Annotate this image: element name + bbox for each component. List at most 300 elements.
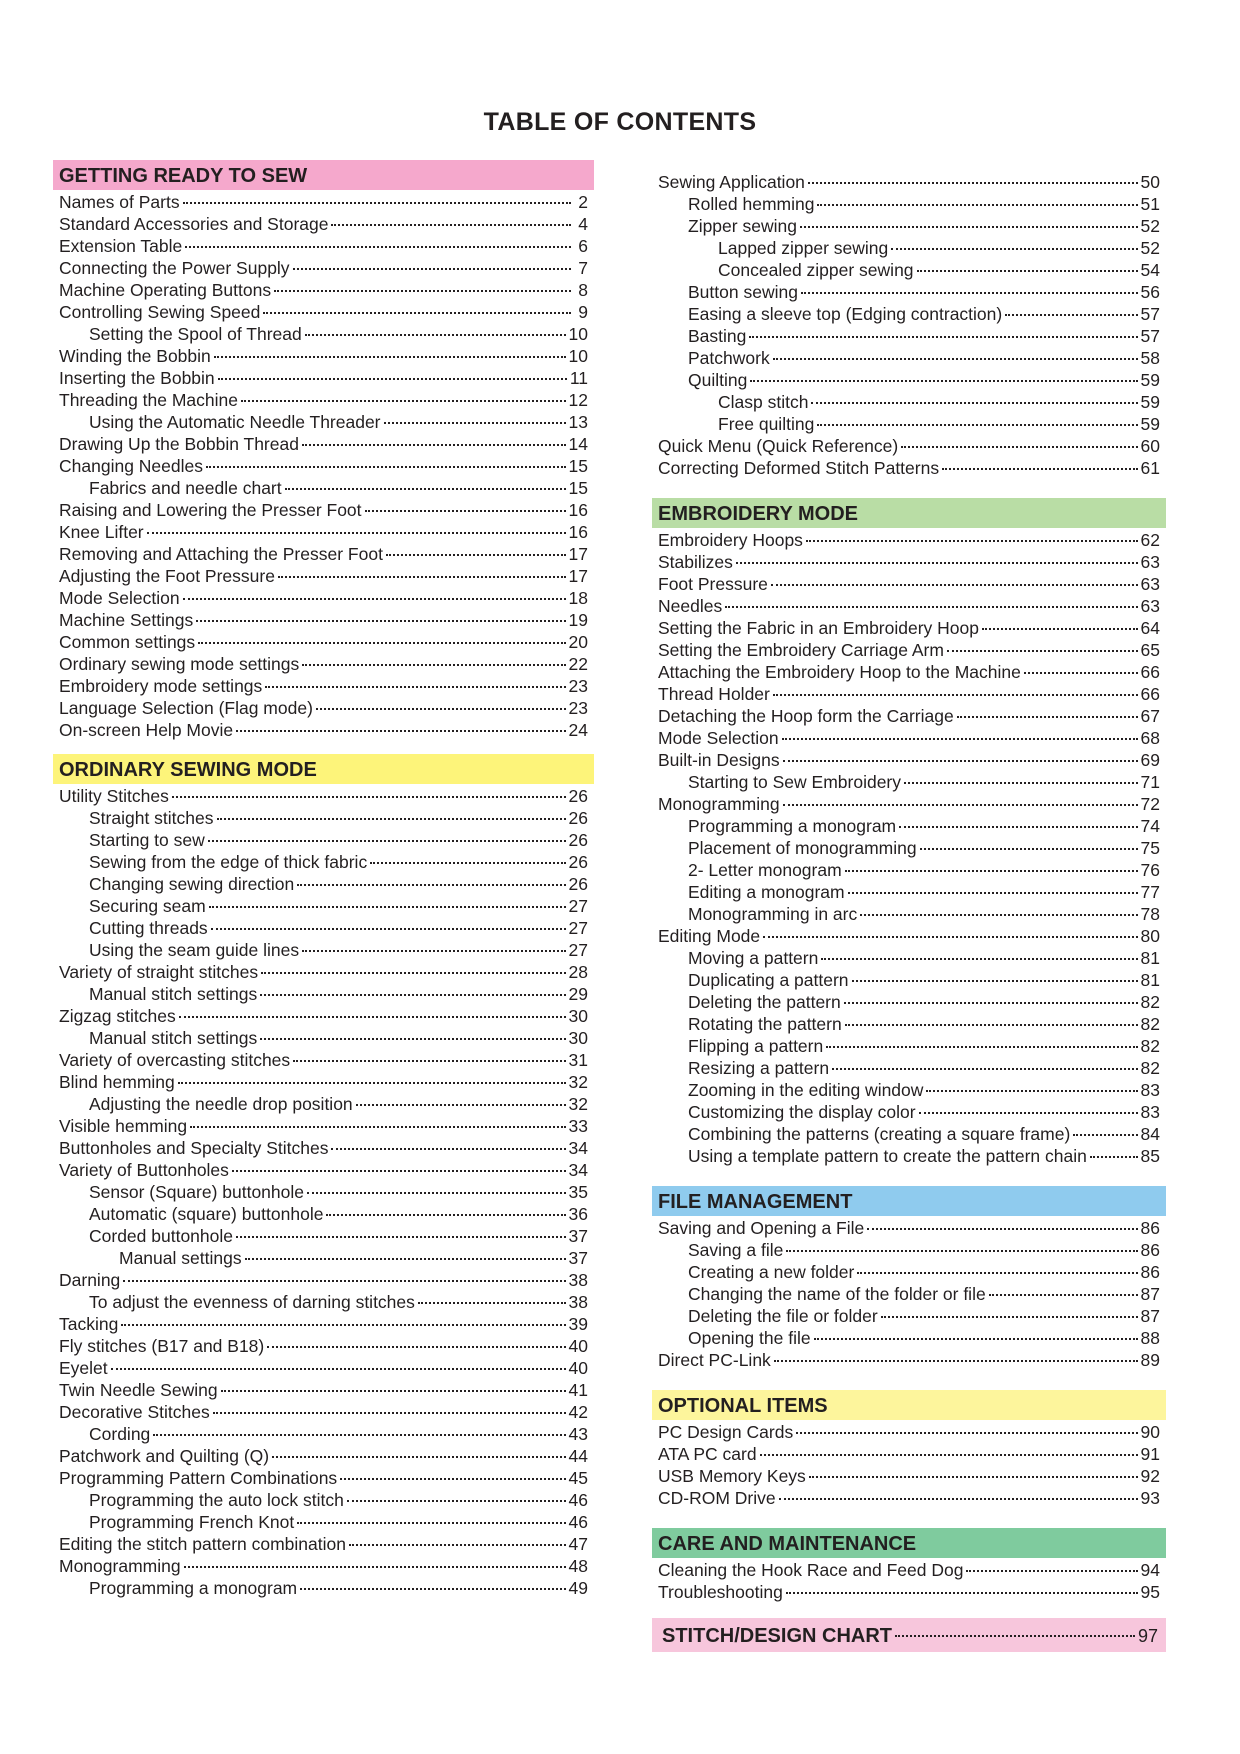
toc-entry-title: Starting to sew	[89, 829, 205, 850]
toc-entry-title: Mode Selection	[59, 587, 180, 608]
leader-dots	[236, 1220, 566, 1238]
leader-dots	[196, 604, 565, 622]
toc-entry[interactable]	[652, 1348, 1166, 1370]
toc-page-number: 7	[578, 257, 588, 278]
toc-page-number: 81	[1140, 969, 1160, 990]
leader-dots	[305, 318, 566, 336]
leader-dots	[860, 898, 1137, 916]
toc-entry-title: Customizing the display color	[688, 1101, 916, 1122]
leader-dots	[221, 1374, 566, 1392]
toc-entry[interactable]	[652, 1580, 1166, 1602]
leader-dots	[263, 296, 571, 314]
toc-page-number: 59	[1140, 369, 1160, 390]
leader-dots	[213, 1396, 566, 1414]
toc-entry-title: USB Memory Keys	[658, 1465, 806, 1486]
toc-entry-title: Adjusting the Foot Pressure	[59, 565, 275, 586]
leader-dots	[919, 1096, 1138, 1114]
toc-entry-title: Winding the Bobbin	[59, 345, 211, 366]
toc-entry-title: Built-in Designs	[658, 749, 780, 770]
toc-page-number: 82	[1140, 991, 1160, 1012]
toc-page-number: 86	[1140, 1261, 1160, 1282]
toc-page-number: 67	[1140, 705, 1160, 726]
toc-entry-title: Zooming in the editing window	[688, 1079, 924, 1100]
toc-page-number: 16	[568, 521, 588, 542]
leader-dots	[217, 802, 566, 820]
toc-entry-title: Threading the Machine	[59, 389, 238, 410]
leader-dots	[801, 276, 1138, 294]
leader-dots	[184, 1550, 566, 1568]
toc-page-number: 43	[568, 1423, 588, 1444]
leader-dots	[179, 1000, 566, 1018]
leader-dots	[966, 1554, 1137, 1572]
toc-entry-title: Patchwork	[688, 347, 770, 368]
section-optional-items	[652, 1390, 1166, 1508]
section-file-management	[652, 1186, 1166, 1370]
leader-dots	[817, 408, 1137, 426]
leader-dots	[881, 1300, 1138, 1318]
toc-page-number: 37	[568, 1247, 588, 1268]
toc-page-number: 11	[569, 367, 588, 388]
toc-page-number: 78	[1140, 903, 1160, 924]
toc-entry-title: Blind hemming	[59, 1071, 175, 1092]
toc-page-number: 75	[1140, 837, 1160, 858]
toc-entry-title: Manual settings	[119, 1247, 242, 1268]
leader-dots	[307, 1176, 566, 1194]
toc-entry-title: Sensor (Square) buttonhole	[89, 1181, 304, 1202]
leader-dots	[806, 524, 1138, 542]
leader-dots	[331, 1132, 565, 1150]
toc-entry-title: Standard Accessories and Storage	[59, 213, 329, 234]
toc-page-number: 34	[568, 1159, 588, 1180]
leader-dots	[786, 1576, 1138, 1594]
toc-entry-title: Creating a new folder	[688, 1261, 855, 1282]
section-care-maintenance	[652, 1528, 1166, 1602]
toc-entry-title: Ordinary sewing mode settings	[59, 653, 300, 674]
toc-entry[interactable]	[53, 1576, 594, 1598]
toc-page-number: 14	[568, 433, 588, 454]
leader-dots	[947, 634, 1138, 652]
toc-entry-title: Extension Table	[59, 235, 183, 256]
toc-entry-title: Resizing a pattern	[688, 1057, 830, 1078]
leader-dots	[265, 670, 565, 688]
toc-entry-title: Basting	[688, 325, 747, 346]
toc-page-number: 26	[568, 785, 588, 806]
toc-page-number: 45	[568, 1467, 588, 1488]
left-column	[53, 160, 594, 1612]
leader-dots	[725, 590, 1137, 608]
leader-dots	[845, 1008, 1138, 1026]
section-header-ordinary-sewing: ORDINARY SEWING MODE	[53, 754, 594, 784]
toc-entry-title: STITCH/DESIGN CHART	[662, 1625, 892, 1647]
toc-entry-title: To adjust the evenness of darning stitches	[89, 1291, 415, 1312]
leader-dots	[384, 406, 566, 424]
toc-entry-title: Editing a monogram	[688, 881, 845, 902]
leader-dots	[779, 1482, 1138, 1500]
leader-dots	[349, 1528, 566, 1546]
toc-entry-title: Fly stitches (B17 and B18)	[59, 1335, 265, 1356]
toc-entry-title: Twin Needle Sewing	[59, 1379, 218, 1400]
stitch-design-chart-entry[interactable]	[652, 1618, 1166, 1652]
toc-entry-title: Manual stitch settings	[89, 1027, 258, 1048]
toc-page-number: 27	[568, 917, 588, 938]
leader-dots	[749, 320, 1137, 338]
leader-dots	[340, 1462, 565, 1480]
toc-page-number: 33	[568, 1115, 588, 1136]
page-title: TABLE OF CONTENTS	[483, 108, 757, 136]
toc-page-number: 83	[1140, 1101, 1160, 1122]
toc-entry-title: Variety of overcasting stitches	[59, 1049, 291, 1070]
toc-page-number: 39	[568, 1313, 588, 1334]
toc-entry-title: Variety of Buttonholes	[59, 1159, 229, 1180]
toc-list	[53, 190, 594, 740]
toc-page-number: 80	[1140, 925, 1160, 946]
toc-entry-title: Removing and Attaching the Presser Foot	[59, 543, 383, 564]
toc-page-number: 51	[1140, 193, 1160, 214]
leader-dots	[809, 1460, 1138, 1478]
leader-dots	[206, 450, 566, 468]
toc-entry-title: Programming a monogram	[688, 815, 897, 836]
leader-dots	[147, 516, 566, 534]
leader-dots	[211, 912, 566, 930]
toc-page-number: 8	[578, 279, 588, 300]
toc-page-number: 72	[1140, 793, 1160, 814]
toc-page-number: 18	[568, 587, 588, 608]
toc-page-number: 12	[568, 389, 588, 410]
toc-entry-title: Troubleshooting	[658, 1581, 783, 1602]
toc-page-number: 81	[1140, 947, 1160, 968]
toc-entry[interactable]	[652, 456, 1166, 478]
toc-page-number: 15	[568, 455, 588, 476]
leader-dots	[198, 626, 565, 644]
toc-entry-title: Programming a monogram	[89, 1577, 298, 1598]
toc-entry-title: Sewing from the edge of thick fabric	[89, 851, 368, 872]
toc-page-number: 30	[568, 1005, 588, 1026]
leader-dots	[852, 964, 1138, 982]
leader-dots	[245, 1242, 566, 1260]
toc-page-number: 83	[1140, 1079, 1160, 1100]
toc-entry-title: Attaching the Embroidery Hoop to the Machine	[658, 661, 1021, 682]
toc-entry-title: Duplicating a pattern	[688, 969, 849, 990]
toc-page-number: 76	[1140, 859, 1160, 880]
toc-page-number: 87	[1140, 1305, 1160, 1326]
toc-entry-title: Controlling Sewing Speed	[59, 301, 261, 322]
toc-entry-title: Moving a pattern	[688, 947, 819, 968]
leader-dots	[260, 1022, 565, 1040]
toc-page-number: 66	[1140, 661, 1160, 682]
toc-page-number: 65	[1140, 639, 1160, 660]
toc-entry[interactable]	[652, 1486, 1166, 1508]
toc-entry-title: Cutting threads	[89, 917, 208, 938]
toc-entry-title: Programming French Knot	[89, 1511, 295, 1532]
leader-dots	[285, 472, 566, 490]
leader-dots	[917, 254, 1138, 272]
leader-dots	[185, 230, 571, 248]
leader-dots	[326, 1198, 565, 1216]
leader-dots	[1073, 1118, 1137, 1136]
toc-entry-title: Changing Needles	[59, 455, 203, 476]
toc-page-number: 19	[568, 609, 588, 630]
section-header-getting-ready: GETTING READY TO SEW	[53, 160, 594, 190]
toc-page-number: 6	[578, 235, 588, 256]
leader-dots	[771, 568, 1138, 586]
toc-page-number: 50	[1140, 171, 1160, 192]
toc-entry-title: Saving a file	[688, 1239, 784, 1260]
toc-entry-title: Correcting Deformed Stitch Patterns	[658, 457, 940, 478]
toc-list	[53, 784, 594, 1598]
leader-dots	[183, 582, 566, 600]
toc-entry-title: Sewing Application	[658, 171, 805, 192]
toc-page-number: 47	[568, 1533, 588, 1554]
leader-dots	[232, 1154, 566, 1172]
leader-dots	[209, 890, 566, 908]
leader-dots	[386, 538, 566, 556]
leader-dots	[208, 824, 566, 842]
toc-page-number: 66	[1140, 683, 1160, 704]
leader-dots	[989, 1278, 1138, 1296]
toc-page-number: 59	[1140, 413, 1160, 434]
toc-entry-title: Editing the stitch pattern combination	[59, 1533, 346, 1554]
toc-page-number: 69	[1140, 749, 1160, 770]
toc-page-number: 10	[568, 323, 588, 344]
toc-page-number: 97	[1137, 1626, 1158, 1646]
toc-page-number: 61	[1140, 457, 1160, 478]
toc-entry-title: Quilting	[688, 369, 748, 390]
toc-entry-title: Programming the auto lock stitch	[89, 1489, 344, 1510]
toc-entry-title: Lapped zipper sewing	[718, 237, 889, 258]
toc-page-number: 89	[1140, 1349, 1160, 1370]
toc-page-number: 88	[1140, 1327, 1160, 1348]
toc-page-number: 32	[568, 1071, 588, 1092]
leader-dots	[272, 1440, 565, 1458]
toc-entry-title: ATA PC card	[658, 1443, 757, 1464]
toc-page-number: 94	[1140, 1559, 1160, 1580]
toc-entry-title: Automatic (square) buttonhole	[89, 1203, 324, 1224]
toc-page-number: 26	[568, 873, 588, 894]
toc-entry-title: Securing seam	[89, 895, 206, 916]
toc-entry-title: Detaching the Hoop form the Carriage	[658, 705, 954, 726]
leader-dots	[844, 986, 1138, 1004]
toc-page-number: 86	[1140, 1217, 1160, 1238]
toc-page-number: 68	[1140, 727, 1160, 748]
toc-entry-title: Free quilting	[718, 413, 815, 434]
leader-dots	[942, 452, 1137, 470]
toc-entry-title: Machine Operating Buttons	[59, 279, 272, 300]
toc-page-number: 28	[568, 961, 588, 982]
toc-entry-title: Setting the Fabric in an Embroidery Hoop	[658, 617, 979, 638]
toc-page-number: 30	[568, 1027, 588, 1048]
leader-dots	[783, 744, 1138, 762]
leader-dots	[297, 1506, 565, 1524]
leader-dots	[121, 1308, 565, 1326]
leader-dots	[178, 1066, 566, 1084]
leader-dots	[899, 810, 1137, 828]
toc-page-number: 82	[1140, 1057, 1160, 1078]
leader-dots	[920, 832, 1138, 850]
leader-dots	[736, 546, 1138, 564]
toc-entry-title: Common settings	[59, 631, 196, 652]
leader-dots	[347, 1484, 566, 1502]
leader-dots	[370, 846, 565, 864]
leader-dots	[786, 1234, 1137, 1252]
leader-dots	[867, 1212, 1137, 1230]
toc-entry-title: Foot Pressure	[658, 573, 768, 594]
toc-page-number: 63	[1140, 595, 1160, 616]
leader-dots	[982, 612, 1138, 630]
toc-entry-title: Saving and Opening a File	[658, 1217, 865, 1238]
toc-entry-title: Clasp stitch	[718, 391, 809, 412]
toc-entry-title: Buttonholes and Specialty Stitches	[59, 1137, 329, 1158]
toc-page-number: 77	[1140, 881, 1160, 902]
toc-page-number: 26	[568, 851, 588, 872]
toc-entry-title: Starting to Sew Embroidery	[688, 771, 902, 792]
leader-dots	[241, 384, 566, 402]
section-ordinary-sewing	[53, 754, 594, 1598]
toc-entry-title: Raising and Lowering the Presser Foot	[59, 499, 362, 520]
leader-dots	[153, 1418, 565, 1436]
leader-dots	[274, 274, 571, 292]
toc-page-number: 23	[568, 675, 588, 696]
leader-dots	[267, 1330, 565, 1348]
toc-entry-title: Monogramming	[658, 793, 780, 814]
toc-entry-title: Darning	[59, 1269, 121, 1290]
toc-entry-title: Direct PC-Link	[658, 1349, 771, 1370]
toc-page-number: 17	[568, 543, 588, 564]
toc-entry-title: Stabilizes	[658, 551, 733, 572]
leader-dots	[773, 678, 1138, 696]
leader-dots	[1005, 298, 1137, 316]
toc-page-number: 82	[1140, 1035, 1160, 1056]
toc-page-number: 63	[1140, 551, 1160, 572]
toc-entry-title: Setting the Spool of Thread	[89, 323, 302, 344]
toc-entry-title: Deleting the file or folder	[688, 1305, 878, 1326]
leader-dots	[817, 188, 1137, 206]
toc-page-number: 60	[1140, 435, 1160, 456]
toc-page-number: 57	[1140, 325, 1160, 346]
leader-dots	[356, 1088, 566, 1106]
toc-page-number: 82	[1140, 1013, 1160, 1034]
toc-page-number: 41	[568, 1379, 588, 1400]
toc-page-number: 62	[1140, 529, 1160, 550]
toc-entry-title: Rotating the pattern	[688, 1013, 842, 1034]
toc-entry-title: Programming Pattern Combinations	[59, 1467, 338, 1488]
toc-page-number: 36	[568, 1203, 588, 1224]
toc-page-number: 22	[568, 653, 588, 674]
toc-entry-title: Combining the patterns (creating a square frame)	[688, 1123, 1071, 1144]
toc-page-number: 56	[1140, 281, 1160, 302]
toc-entry-title: Decorative Stitches	[59, 1401, 210, 1422]
toc-entry-title: Changing sewing direction	[89, 873, 295, 894]
leader-dots	[926, 1074, 1137, 1092]
toc-entry-title: 2- Letter monogram	[688, 859, 842, 880]
toc-page-number: 10	[568, 345, 588, 366]
leader-dots	[260, 978, 565, 996]
leader-dots	[760, 1438, 1138, 1456]
toc-entry-title: Inserting the Bobbin	[59, 367, 215, 388]
section-embroidery-mode	[652, 498, 1166, 1166]
toc-page-number: 86	[1140, 1239, 1160, 1260]
leader-dots	[796, 1416, 1137, 1434]
section-header-care-maintenance: CARE AND MAINTENANCE	[652, 1528, 1166, 1558]
toc-entry-title: Eyelet	[59, 1357, 108, 1378]
toc-page-number: 38	[568, 1291, 588, 1312]
toc-page-number: 32	[568, 1093, 588, 1114]
toc-entry[interactable]	[652, 1144, 1166, 1166]
leader-dots	[218, 362, 567, 380]
toc-entry-title: Names of Parts	[59, 191, 180, 212]
toc-entry-title: Flipping a pattern	[688, 1035, 824, 1056]
toc-list	[652, 1216, 1166, 1370]
toc-entry-title: Drawing Up the Bobbin Thread	[59, 433, 299, 454]
toc-entry-title: Monogramming	[59, 1555, 181, 1576]
toc-page-number: 52	[1140, 215, 1160, 236]
toc-page-number: 46	[568, 1489, 588, 1510]
toc-page-number: 26	[568, 807, 588, 828]
toc-page-number: 92	[1140, 1465, 1160, 1486]
toc-entry-title: Visible hemming	[59, 1115, 188, 1136]
toc-list	[652, 528, 1166, 1166]
toc-entry-title: Editing Mode	[658, 925, 761, 946]
leader-dots	[904, 766, 1138, 784]
toc-entry-title: On-screen Help Movie	[59, 719, 234, 740]
toc-entry-title: Button sewing	[688, 281, 798, 302]
toc-page-number: 64	[1140, 617, 1160, 638]
leader-dots	[302, 934, 565, 952]
toc-entry-title: Manual stitch settings	[89, 983, 258, 1004]
leader-dots	[418, 1286, 566, 1304]
toc-entry-title: Quick Menu (Quick Reference)	[658, 435, 899, 456]
toc-entry-title: Setting the Embroidery Carriage Arm	[658, 639, 944, 660]
leader-dots	[750, 364, 1137, 382]
toc-page-number: 59	[1140, 391, 1160, 412]
leader-dots	[1090, 1140, 1138, 1158]
toc-page-number: 40	[568, 1357, 588, 1378]
leader-dots	[300, 1572, 565, 1590]
leader-dots	[808, 166, 1138, 184]
toc-page-number: 54	[1140, 259, 1160, 280]
toc-page-number: 31	[568, 1049, 588, 1070]
toc-entry-title: Corded buttonhole	[89, 1225, 233, 1246]
toc-entry-title: Deleting the pattern	[688, 991, 841, 1012]
toc-page-number: 52	[1140, 237, 1160, 258]
toc-entry-title: Adjusting the needle drop position	[89, 1093, 353, 1114]
leader-dots	[123, 1264, 565, 1282]
toc-list	[652, 1420, 1166, 1508]
toc-entry-title: Embroidery mode settings	[59, 675, 263, 696]
toc-page-number: 48	[568, 1555, 588, 1576]
toc-page-number: 15	[568, 477, 588, 498]
leader-dots	[783, 788, 1138, 806]
leader-dots	[293, 252, 571, 270]
leader-dots	[214, 340, 566, 358]
leader-dots	[111, 1352, 566, 1370]
toc-page-number: 2	[578, 191, 588, 212]
toc-entry-title: Mode Selection	[658, 727, 779, 748]
leader-dots	[190, 1110, 565, 1128]
toc-entry-title: Variety of straight stitches	[59, 961, 259, 982]
toc-entry-title: Utility Stitches	[59, 785, 169, 806]
toc-page-number: 38	[568, 1269, 588, 1290]
toc-entry-title: Fabrics and needle chart	[89, 477, 282, 498]
toc-page-number: 46	[568, 1511, 588, 1532]
toc-entry[interactable]	[53, 718, 594, 740]
toc-page-number: 91	[1140, 1443, 1160, 1464]
toc-page-number: 63	[1140, 573, 1160, 594]
leader-dots	[183, 186, 571, 204]
toc-page-number: 74	[1140, 815, 1160, 836]
toc-entry-title: PC Design Cards	[658, 1421, 794, 1442]
toc-entry-title: Knee Lifter	[59, 521, 144, 542]
toc-list	[652, 170, 1166, 478]
